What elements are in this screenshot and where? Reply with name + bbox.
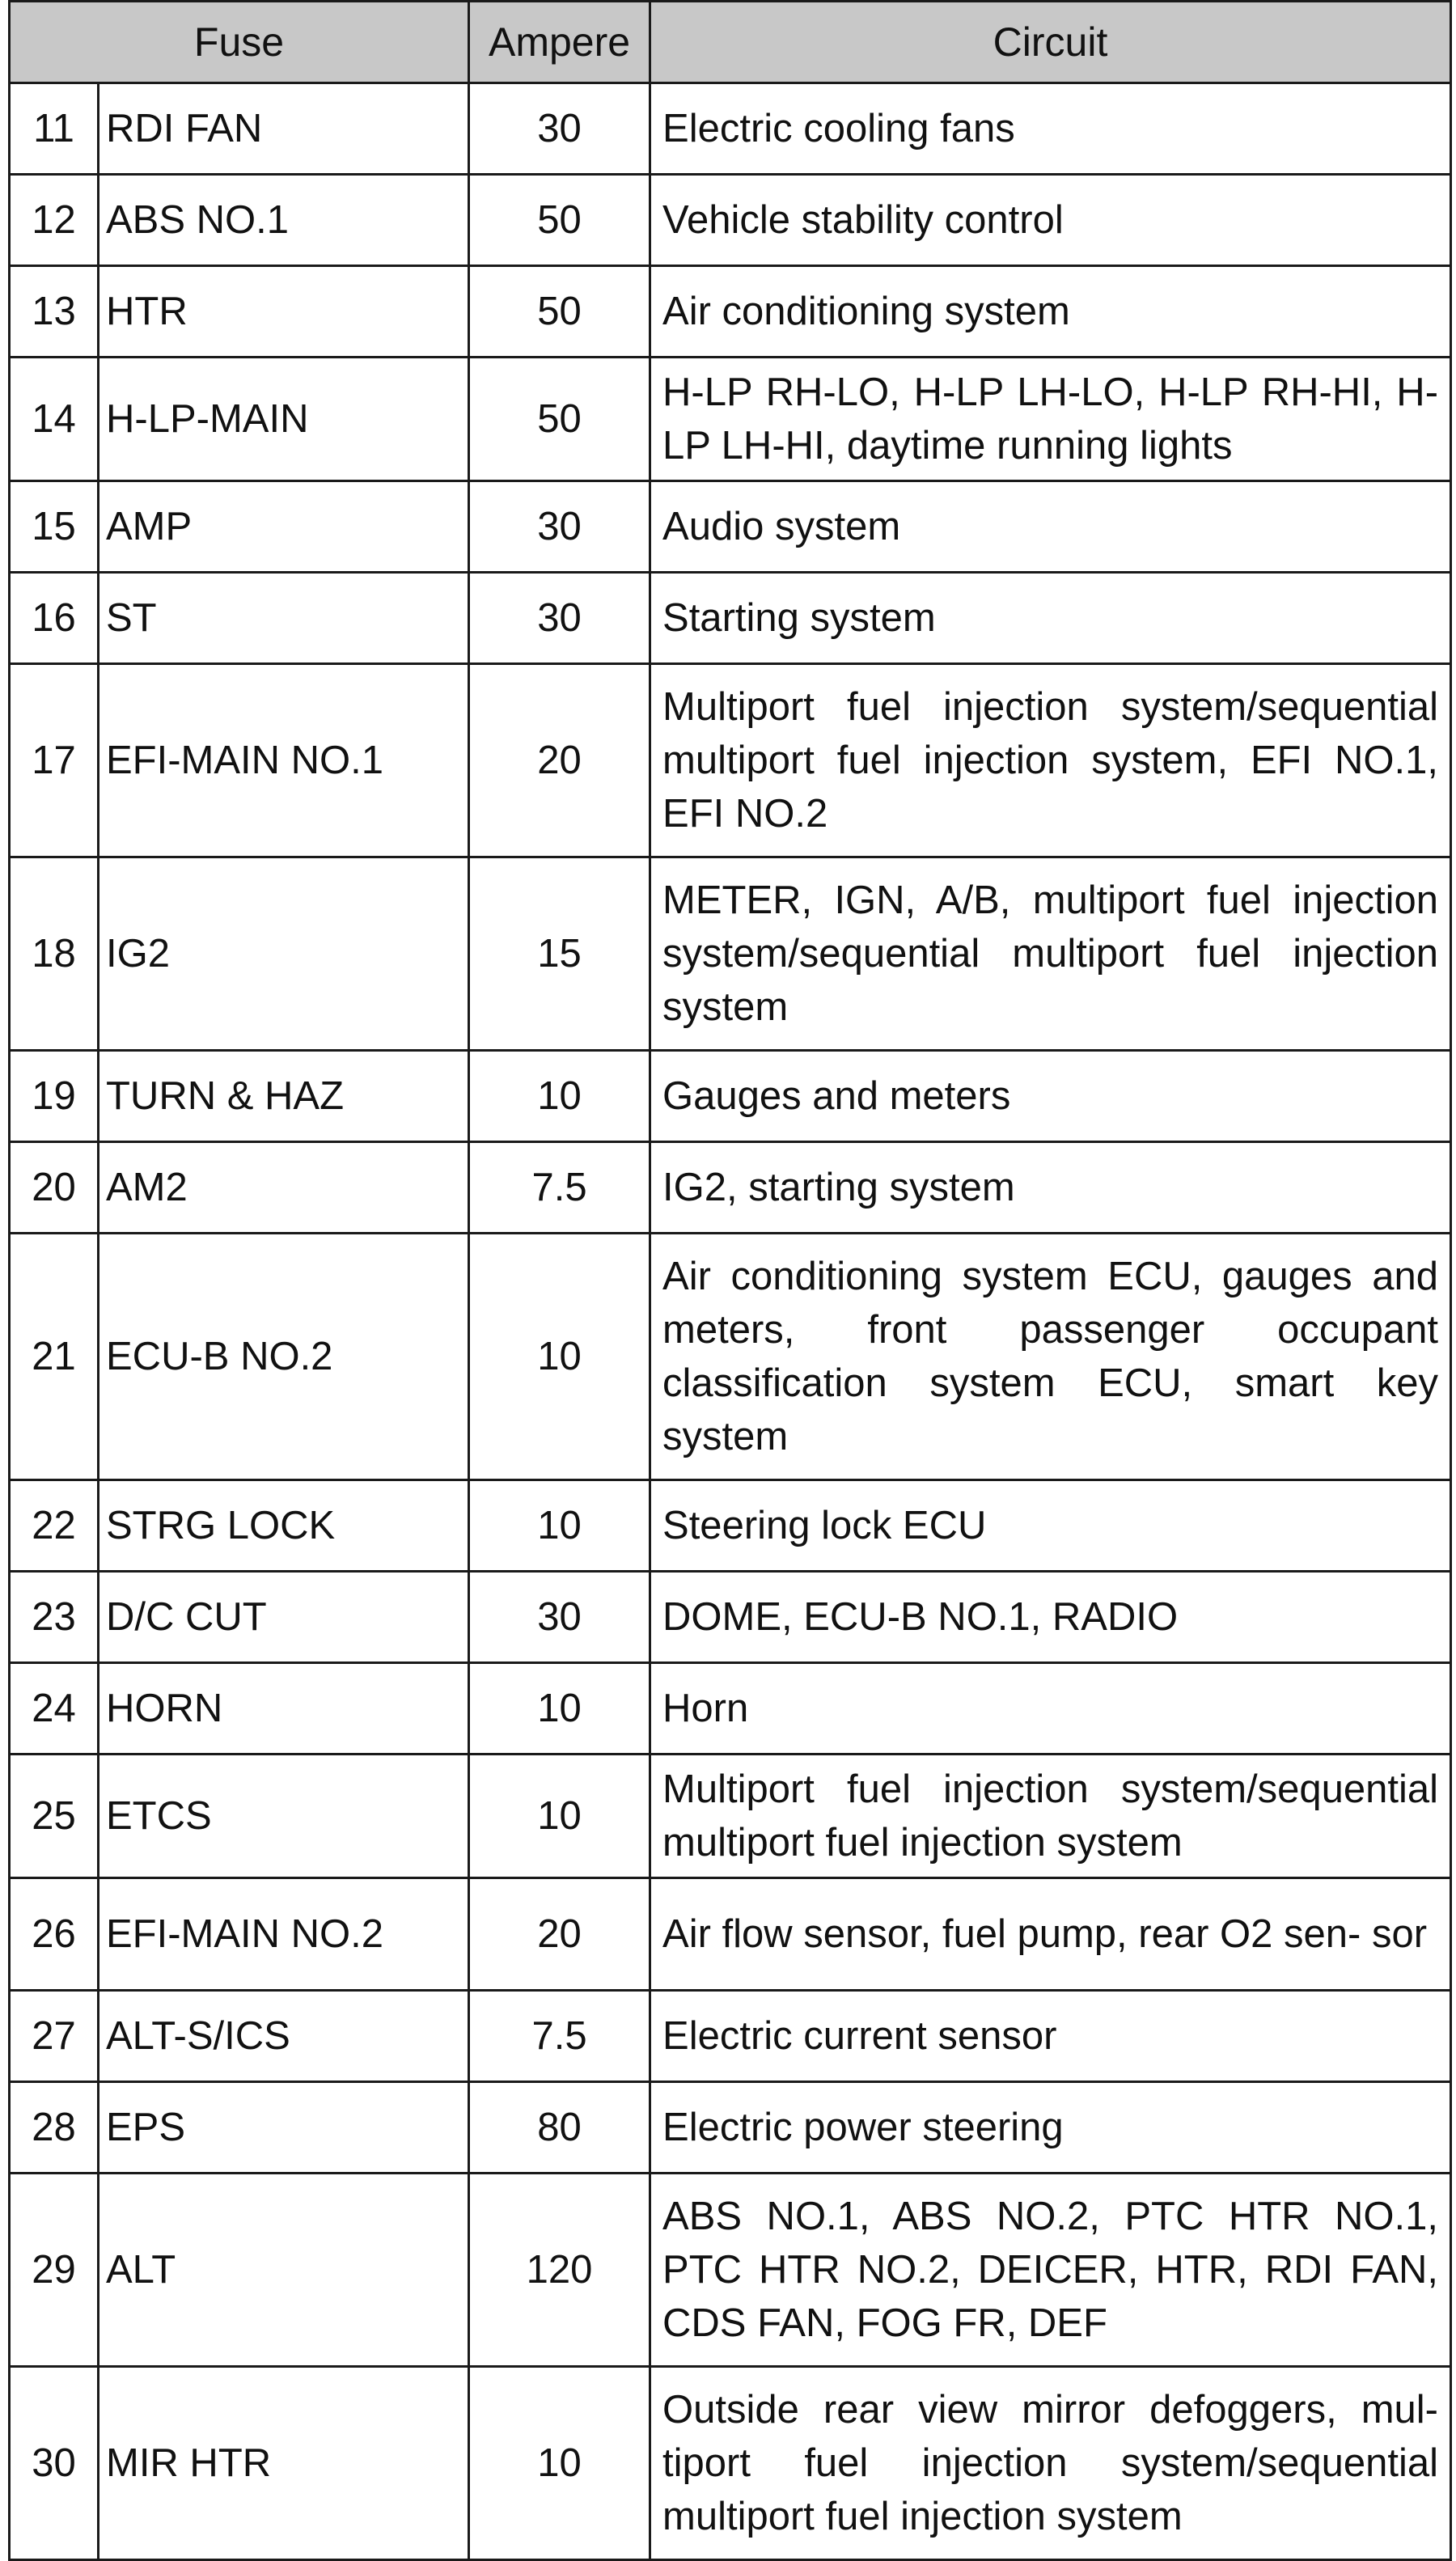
fuse-circuit: IG2, starting system: [650, 1142, 1451, 1234]
fuse-number: 29: [10, 2174, 99, 2367]
fuse-ampere: 20: [469, 1878, 650, 1991]
fuse-circuit: Audio system: [650, 481, 1451, 573]
fuse-ampere: 80: [469, 2082, 650, 2174]
fuse-number: 13: [10, 266, 99, 358]
fuse-circuit: Multiport fuel injection system/sequential multiport fuel injection system: [650, 1755, 1451, 1878]
fuse-name: ABS NO.1: [99, 175, 469, 266]
table-row: [10, 481, 1451, 573]
fuse-name: EPS: [99, 2082, 469, 2174]
fuse-ampere: 7.5: [469, 1991, 650, 2082]
fuse-name: HTR: [99, 266, 469, 358]
table-row: [10, 2082, 1451, 2174]
fuse-ampere: 30: [469, 1572, 650, 1663]
fuse-circuit: Electric cooling fans: [650, 83, 1451, 175]
fuse-circuit: Electric current sensor: [650, 1991, 1451, 2082]
table-row: [10, 1572, 1451, 1663]
fuse-name: IG2: [99, 857, 469, 1051]
fuse-number: 15: [10, 481, 99, 573]
fuse-name: HORN: [99, 1663, 469, 1755]
table-row: [10, 1878, 1451, 1991]
fuse-circuit: METER, IGN, A/B, multiport fuel injection system/sequential multiport fuel injection system: [650, 857, 1451, 1051]
fuse-name: MIR HTR: [99, 2367, 469, 2560]
header-fuse: Fuse: [10, 2, 469, 83]
fuse-circuit: DOME, ECU-B NO.1, RADIO: [650, 1572, 1451, 1663]
fuse-number: 19: [10, 1051, 99, 1142]
table-row: [10, 1663, 1451, 1755]
fuse-name: RDI FAN: [99, 83, 469, 175]
fuse-number: 30: [10, 2367, 99, 2560]
fuse-name: ALT: [99, 2174, 469, 2367]
fuse-name: D/C CUT: [99, 1572, 469, 1663]
fuse-name: H-LP-MAIN: [99, 358, 469, 481]
fuse-name: ST: [99, 573, 469, 664]
fuse-ampere: 10: [469, 1234, 650, 1480]
fuse-ampere: 50: [469, 266, 650, 358]
table-row: [10, 2174, 1451, 2367]
fuse-number: 22: [10, 1480, 99, 1572]
fuse-name: AMP: [99, 481, 469, 573]
fuse-number: 16: [10, 573, 99, 664]
fuse-ampere: 7.5: [469, 1142, 650, 1234]
fuse-ampere: 15: [469, 857, 650, 1051]
fuse-number: 20: [10, 1142, 99, 1234]
fuse-number: 21: [10, 1234, 99, 1480]
fuse-ampere: 30: [469, 83, 650, 175]
fuse-circuit: Gauges and meters: [650, 1051, 1451, 1142]
table-row: [10, 664, 1451, 857]
fuse-ampere: 30: [469, 573, 650, 664]
header-circuit: Circuit: [650, 2, 1451, 83]
fuse-circuit: Air conditioning system: [650, 266, 1451, 358]
fuse-ampere: 10: [469, 1051, 650, 1142]
table-row: [10, 358, 1451, 481]
fuse-table: [8, 0, 1452, 2561]
fuse-name: ALT-S/ICS: [99, 1991, 469, 2082]
fuse-circuit: Starting system: [650, 573, 1451, 664]
fuse-number: 18: [10, 857, 99, 1051]
fuse-circuit: Horn: [650, 1663, 1451, 1755]
fuse-number: 25: [10, 1755, 99, 1878]
fuse-ampere: 10: [469, 1663, 650, 1755]
table-row: [10, 1991, 1451, 2082]
fuse-ampere: 30: [469, 481, 650, 573]
table-row: [10, 573, 1451, 664]
table-row: [10, 1051, 1451, 1142]
fuse-circuit: Steering lock ECU: [650, 1480, 1451, 1572]
fuse-name: AM2: [99, 1142, 469, 1234]
fuse-number: 28: [10, 2082, 99, 2174]
fuse-number: 17: [10, 664, 99, 857]
fuse-circuit: Electric power steering: [650, 2082, 1451, 2174]
fuse-number: 14: [10, 358, 99, 481]
table-row: [10, 2367, 1451, 2560]
fuse-number: 23: [10, 1572, 99, 1663]
fuse-circuit: Air flow sensor, fuel pump, rear O2 sen- sor: [650, 1878, 1451, 1991]
fuse-circuit: Multiport fuel injection system/sequential multiport fuel injection system, EFI NO.1, EFI NO.2: [650, 664, 1451, 857]
fuse-number: 27: [10, 1991, 99, 2082]
table-row: [10, 266, 1451, 358]
fuse-circuit: Outside rear view mirror defoggers, mul- tiport fuel injection system/sequential multiport fuel injection system: [650, 2367, 1451, 2560]
fuse-number: 11: [10, 83, 99, 175]
fuse-circuit: H-LP RH-LO, H-LP LH-LO, H-LP RH-HI, H-LP LH-HI, daytime running lights: [650, 358, 1451, 481]
table-row: [10, 1755, 1451, 1878]
fuse-circuit: ABS NO.1, ABS NO.2, PTC HTR NO.1, PTC HTR NO.2, DEICER, HTR, RDI FAN, CDS FAN, FOG FR, DEF: [650, 2174, 1451, 2367]
table-row: [10, 1234, 1451, 1480]
fuse-ampere: 120: [469, 2174, 650, 2367]
table-row: [10, 857, 1451, 1051]
table-row: [10, 1142, 1451, 1234]
fuse-number: 12: [10, 175, 99, 266]
fuse-number: 26: [10, 1878, 99, 1991]
fuse-circuit: Air conditioning system ECU, gauges and meters, front passenger occupant classification system ECU, smart key system: [650, 1234, 1451, 1480]
table-row: [10, 1480, 1451, 1572]
fuse-name: ECU-B NO.2: [99, 1234, 469, 1480]
fuse-ampere: 20: [469, 664, 650, 857]
fuse-circuit: Vehicle stability control: [650, 175, 1451, 266]
fuse-ampere: 50: [469, 175, 650, 266]
fuse-name: TURN & HAZ: [99, 1051, 469, 1142]
fuse-ampere: 10: [469, 2367, 650, 2560]
table-header-row: [10, 2, 1451, 83]
fuse-ampere: 50: [469, 358, 650, 481]
fuse-name: ETCS: [99, 1755, 469, 1878]
fuse-name: EFI-MAIN NO.2: [99, 1878, 469, 1991]
table-row: [10, 83, 1451, 175]
fuse-name: STRG LOCK: [99, 1480, 469, 1572]
fuse-name: EFI-MAIN NO.1: [99, 664, 469, 857]
fuse-number: 24: [10, 1663, 99, 1755]
fuse-ampere: 10: [469, 1480, 650, 1572]
header-ampere: Ampere: [469, 2, 650, 83]
table-row: [10, 175, 1451, 266]
fuse-ampere: 10: [469, 1755, 650, 1878]
